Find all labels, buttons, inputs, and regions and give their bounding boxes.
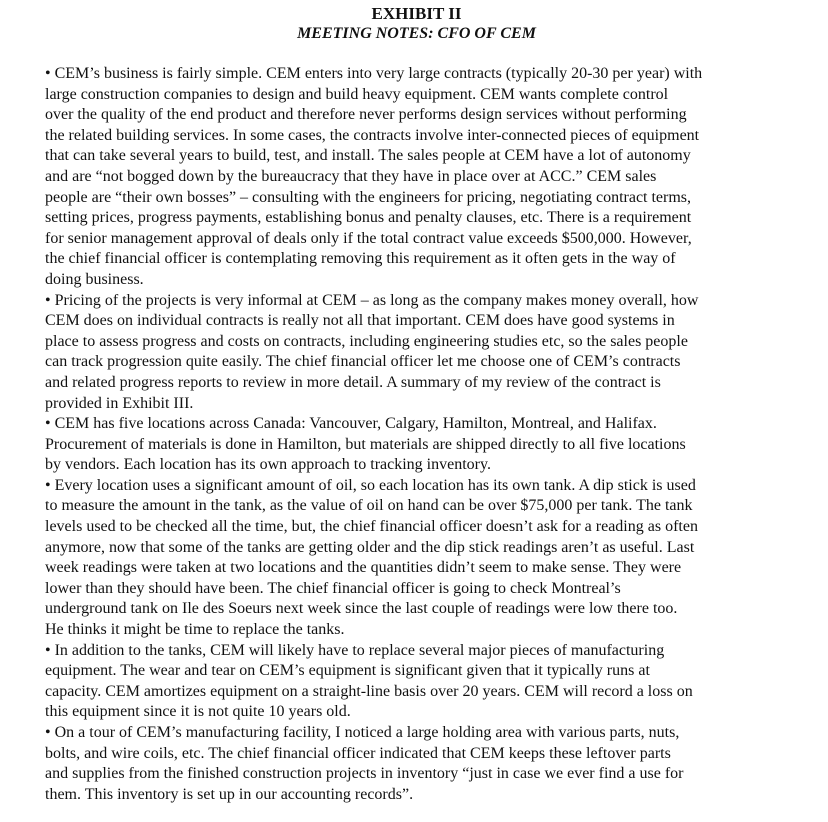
text-line: lower than they should have been. The chief financial officer is going to check Montreal’s [45,579,621,597]
text-line: and supplies from the finished construction projects in inventory “just in case we ever find a use for [45,765,684,783]
text-line: equipment. The wear and tear on CEM’s equipment is significant given that it typically runs at [45,662,650,680]
text-line: • Every location uses a significant amount of oil, so each location has its own tank. A dip stick is used [45,476,696,494]
exhibit-subtitle: MEETING NOTES: CFO OF CEM [297,25,536,42]
meeting-notes-body [45,64,788,805]
text-line: the related building services. In some cases, the contracts involve inter-connected pieces of equipment [45,126,700,144]
text-line: doing business. [45,270,144,288]
text-line: • CEM has five locations across Canada: Vancouver, Calgary, Hamilton, Montreal, and Halifax. [45,415,657,433]
text-line: large construction companies to design and build heavy equipment. CEM wants complete control [45,85,669,103]
text-line: provided in Exhibit III. [45,394,194,412]
text-line: He thinks it might be time to replace the tanks. [45,621,345,639]
text-line: CEM does on individual contracts is really not all that important. CEM does have good systems in [45,312,675,330]
text-line: capacity. CEM amortizes equipment on a straight-line basis over 20 years. CEM will record a loss on [45,682,693,700]
exhibit-title: EXHIBIT II [371,4,462,23]
text-line: can track progression quite easily. The chief financial officer let me choose one of CEM’s contracts [45,353,681,371]
text-line: • In addition to the tanks, CEM will likely have to replace several major pieces of manufacturing [45,641,665,659]
text-line: • On a tour of CEM’s manufacturing facility, I noticed a large holding area with various parts, nuts, [45,724,680,741]
note-paragraph-3 [45,414,788,476]
text-line: to measure the amount in the tank, as the value of oil on hand can be over $75,000 per tank. The tank [45,497,693,515]
note-paragraph-1 [45,64,788,291]
text-line: them. This inventory is set up in our accounting records”. [45,785,414,803]
note-paragraph-5 [45,641,788,723]
note-paragraph-6 [45,723,788,805]
text-line: people are “their own bosses” – consulting with the engineers for pricing, negotiating contract terms, [45,188,692,206]
text-line: week readings were taken at two locations and the quantities didn’t seem to make sense. They were [45,559,682,577]
text-line: setting prices, progress payments, establishing bonus and penalty clauses, etc. There is a requirement [45,209,692,227]
text-line: by vendors. Each location has its own approach to tracking inventory. [45,456,491,474]
text-line: and are “not bogged down by the bureaucracy that they have in place over at ACC.” CEM sales [45,167,657,185]
text-line: over the quality of the end product and therefore never performs design services without performing [45,106,687,124]
text-line: for senior management approval of deals only if the total contract value exceeds $500,000. However, [45,229,692,247]
note-paragraph-2 [45,291,788,415]
text-line: anymore, now that some of the tanks are getting older and the dip stick readings aren’t as useful. Last [45,538,695,556]
text-line: place to assess progress and costs on contracts, including engineering studies etc, so the sales people [45,332,688,350]
text-line: and related progress reports to review in more detail. A summary of my review of the contract is [45,373,661,391]
text-line: this equipment since it is not quite 10 years old. [45,703,351,721]
text-line: underground tank on Ile des Soeurs next week since the last couple of readings were low there too. [45,600,678,618]
text-line: levels used to be checked all the time, but, the chief financial officer doesn’t ask for a reading as often [45,518,698,536]
text-line: • CEM’s business is fairly simple. CEM enters into very large contracts (typically 20-30 per year) with [45,65,703,82]
text-line: Procurement of materials is done in Hamilton, but materials are shipped directly to all five locations [45,435,686,453]
text-line: the chief financial officer is contemplating removing this requirement as it often gets in the way of [45,250,676,268]
note-paragraph-4 [45,476,788,641]
text-line: that can take several years to build, test, and install. The sales people at CEM have a lot of autonomy [45,147,691,165]
text-line: bolts, and wire coils, etc. The chief financial officer indicated that CEM keeps these leftover parts [45,744,671,762]
text-line: • Pricing of the projects is very informal at CEM – as long as the company makes money overall, how [45,291,699,309]
